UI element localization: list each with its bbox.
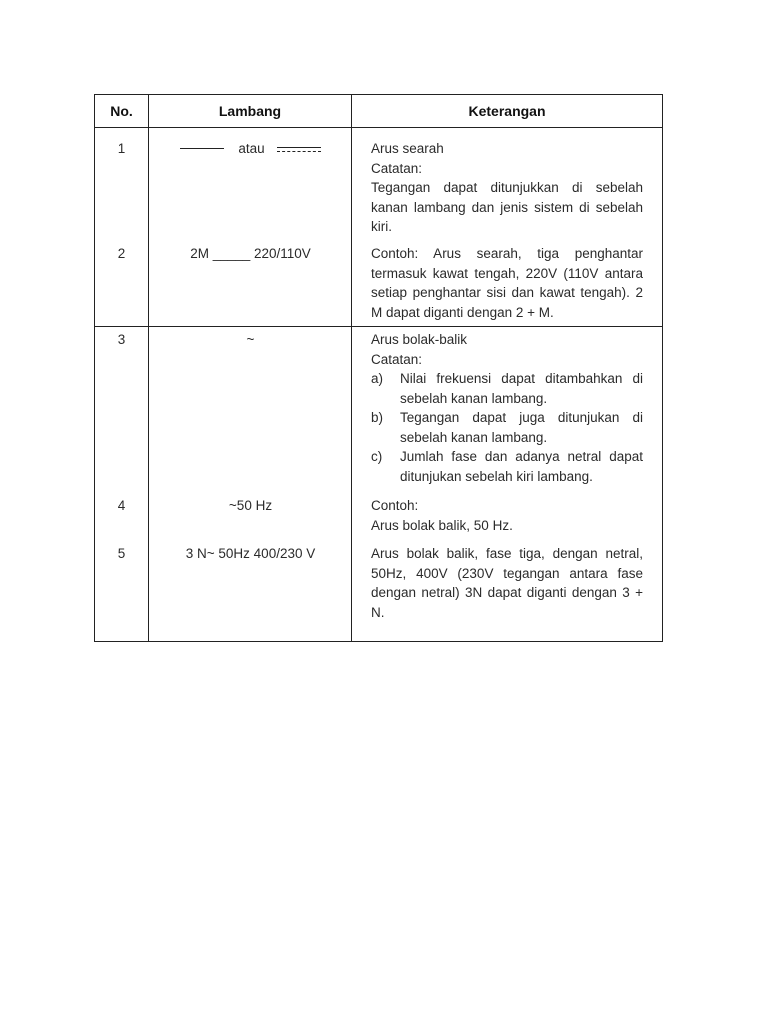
row-2-symbol: 2M _____ 220/110V	[190, 246, 311, 261]
row-4-no: 4	[117, 498, 126, 513]
section-divider	[95, 326, 662, 327]
row-5-symbol: 3 N~ 50Hz 400/230 V	[185, 546, 316, 561]
row-3-note-a	[371, 369, 643, 408]
row-3-note-label: Catatan:	[371, 351, 423, 367]
row-4-symbol: ~50 Hz	[228, 498, 273, 513]
row-4-description	[371, 496, 643, 535]
row-3-no: 3	[117, 332, 126, 347]
row-3-title: Arus bolak-balik	[371, 332, 468, 347]
row-1-note-label: Catatan:	[371, 160, 423, 176]
row-3-note-c	[371, 447, 643, 486]
header-no: No.	[110, 103, 133, 119]
row-1-description	[371, 139, 643, 237]
dc-dashed-symbol	[277, 147, 321, 152]
note-b-marker: b)	[371, 410, 384, 425]
row-1-title: Arus searah	[371, 141, 444, 156]
symbol-table	[94, 94, 663, 642]
note-b-text: Tegangan dapat juga ditunjukan di sebelah kanan lambang.	[400, 410, 643, 445]
row-1-symbol	[149, 139, 352, 159]
row-5-description: Arus bolak balik, fase tiga, dengan netral, 50Hz, 400V (230V tegangan antara fase dengan netral) 3N dapat diganti dengan 3 + N.	[371, 546, 643, 620]
note-c-marker: c)	[371, 449, 383, 464]
row-1-symbol-text: atau	[238, 141, 265, 156]
note-a-text: Nilai frekuensi dapat ditambahkan di sebelah kanan lambang.	[400, 371, 643, 406]
row-4-text: Arus bolak balik, 50 Hz.	[371, 517, 513, 533]
row-4-title: Contoh:	[371, 498, 419, 513]
header-description: Keterangan	[468, 103, 546, 119]
row-2-description: Contoh: Arus searah, tiga penghantar termasuk kawat tengah, 220V (110V antara setiap penghantar sisi dan kawat tengah). 2 M dapat diganti dengan 2 + M.	[371, 246, 643, 320]
note-a-marker: a)	[371, 371, 384, 386]
row-3-description	[371, 330, 643, 486]
header-divider	[95, 127, 662, 128]
row-1-note: Tegangan dapat ditunjukkan di sebelah kanan lambang dan jenis sistem di sebelah kiri.	[371, 180, 643, 234]
row-5-no: 5	[117, 546, 126, 561]
row-3-note-b	[371, 408, 643, 447]
row-2-no: 2	[117, 246, 126, 261]
row-1-no: 1	[117, 141, 126, 156]
dc-line-symbol	[180, 148, 224, 149]
header-symbol: Lambang	[218, 103, 282, 119]
note-c-text: Jumlah fase dan adanya netral dapat ditunjukan sebelah kiri lambang.	[400, 449, 643, 484]
row-3-symbol: ~	[246, 332, 255, 347]
